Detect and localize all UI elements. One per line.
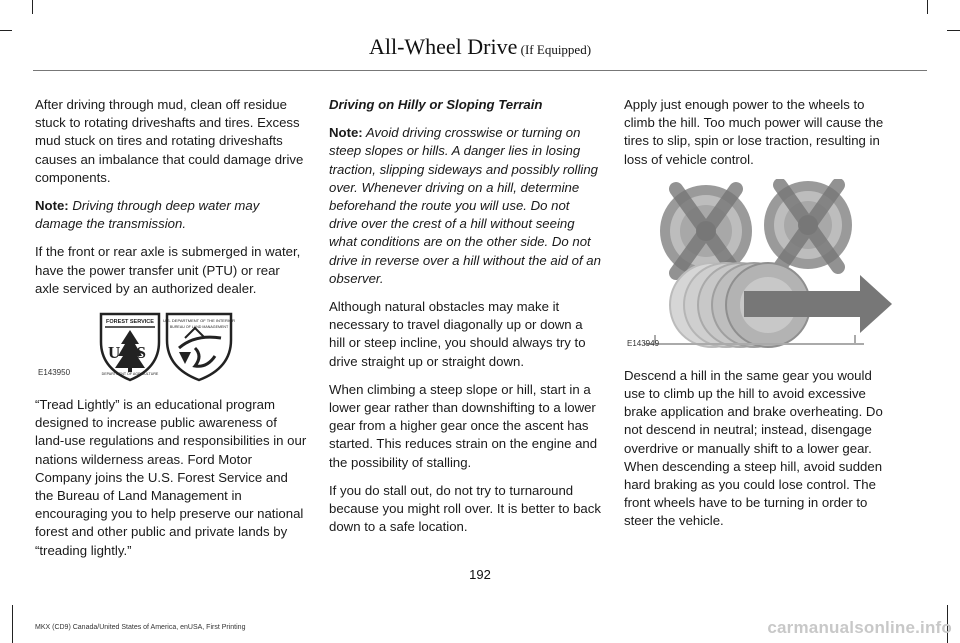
- crop-mark: [12, 605, 13, 643]
- paragraph: Although natural obstacles may make it necessary to travel diagonally up or down a hill or steep incline, you should always try to drive straight up or straight down.: [329, 299, 586, 369]
- forest-service-logo: [101, 314, 159, 380]
- column-3: [624, 96, 896, 541]
- paragraph: When climbing a steep slope or hill, start in a lower gear rather than downshifting to a lower gear from a higher gear once the ascent has started. This reduces strain on the engine and the possibility of stalling.: [329, 381, 598, 470]
- header-rule: [33, 70, 927, 71]
- page-number: 192: [469, 567, 491, 582]
- paragraph: Apply just enough power to the wheels to climb the hill. Too much power will cause the tires to slip, spin or lose traction, resulting in loss of vehicle control.: [624, 97, 884, 167]
- note: [35, 197, 307, 233]
- ground-tick: [854, 335, 856, 343]
- page-title: All-Wheel Drive: [368, 34, 518, 59]
- paragraph: If you do stall out, do not try to turnaround because you might roll over. It is better to back down to a safe location.: [329, 482, 601, 535]
- column-1: [35, 96, 307, 570]
- note: [329, 124, 601, 288]
- paragraph: Descend a hill in the same gear you would use to climb up the hill to avoid excessive brake application and brake overheating. Do not descend in neutral; instead, disengage overdrive or manually shift to a lower gear. When descending a steep hill, avoid sudden hard braking as you could lose control. The front wheels have to be turning in order to steer the vehicle.: [624, 367, 883, 529]
- paragraph: After driving through mud, clean off residue stuck to rotating driveshafts and tires. Excess mud stuck on tires and rotating driveshafts causes an imbalance that could damage drive components.: [35, 97, 304, 185]
- logos-figure: [35, 308, 307, 384]
- blm-logo: [163, 314, 235, 380]
- figure-label: E143950: [38, 367, 71, 377]
- note-label: Note:: [35, 198, 69, 214]
- section-heading: Driving on Hilly or Sloping Terrain: [329, 97, 543, 112]
- wheels-figure: [624, 179, 896, 355]
- column-2: [329, 96, 601, 546]
- wheel-traction-illustration: [624, 179, 896, 355]
- logo-text: DEPARTMENT OF AGRICULTURE: [101, 372, 159, 377]
- agency-logos-illustration: [35, 308, 307, 384]
- crop-mark: [947, 30, 960, 31]
- footer-text: MKX (CD9) Canada/United States of America, enUSA, First Printing: [35, 624, 246, 631]
- paragraph: If the front or rear axle is submerged in water, have the power transfer unit (PTU) or rear axle serviced by an authorized dealer.: [35, 244, 301, 296]
- paragraph: “Tread Lightly” is an educational program designed to increase public awareness of land-use regulations and responsibilities in our nations wilderness areas. Ford Motor Company joins the U.S. Forest Service and the Bureau of Land Management in encouraging you to help preserve our national forest and other public and private lands by “treading lightly.”: [35, 397, 307, 558]
- logo-text: BUREAU OF LAND MANAGEMENT: [169, 325, 229, 330]
- page-subtitle: (If Equipped): [517, 42, 592, 57]
- figure-label: E143949: [627, 338, 660, 348]
- note-text: Driving through deep water may damage the transmission.: [35, 198, 260, 232]
- note-text: Avoid driving crosswise or turning on steep slopes or hills. A danger lies in losing traction, slipping sideways and possibly rolling over. Whenever driving on a hill, determine beforehand the route you will use. Do not drive over the crest of a hill without seeing what conditions are on the other side. Do not drive in reverse over a hill without the aid of an observer.: [329, 125, 601, 286]
- spinning-wheel-icon: [764, 181, 852, 269]
- logo-text: U.S. DEPARTMENT OF THE INTERIOR: [163, 318, 235, 324]
- crop-mark: [0, 30, 12, 31]
- note-label: Note:: [329, 125, 363, 141]
- watermark: carmanualsonline.info: [767, 618, 952, 637]
- crop-mark: [32, 0, 33, 14]
- logo-text: U S: [108, 343, 152, 363]
- ground-line: [644, 343, 864, 345]
- logo-text: FOREST SERVICE: [106, 319, 154, 326]
- crop-mark: [927, 0, 928, 14]
- page-header: [0, 34, 960, 60]
